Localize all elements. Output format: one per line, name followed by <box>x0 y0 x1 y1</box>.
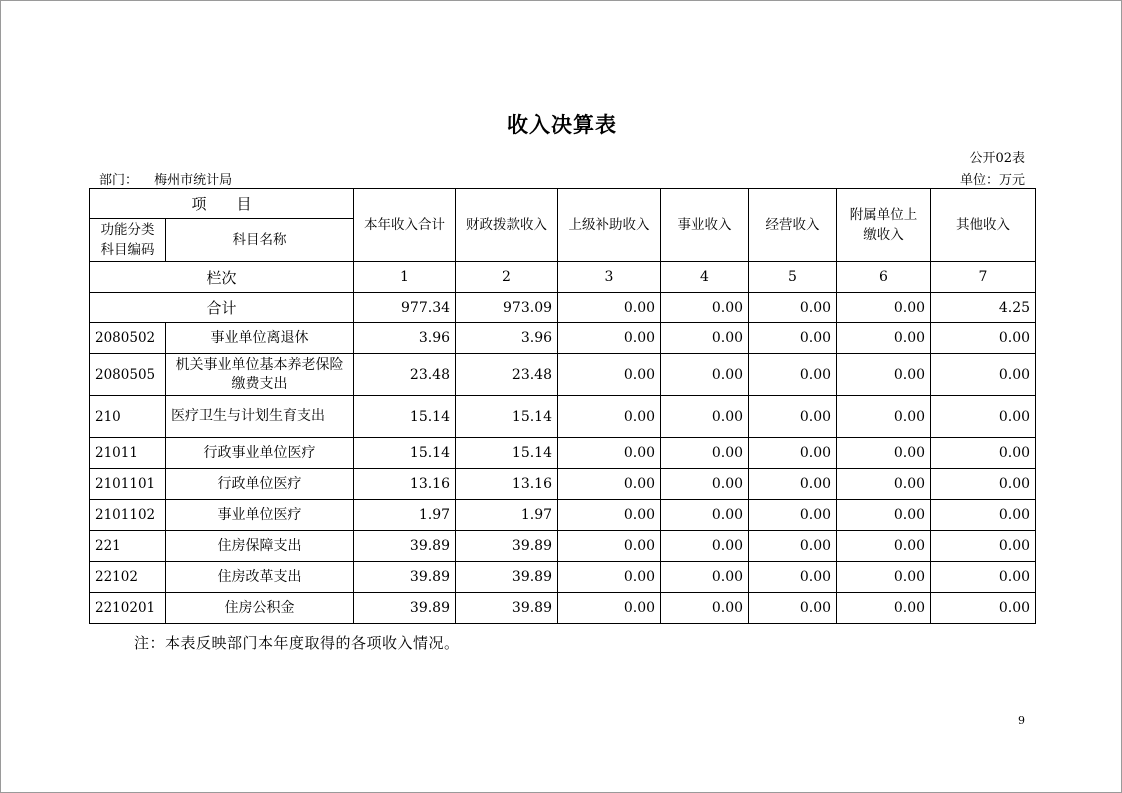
amount-cell: 0.00 <box>837 438 931 469</box>
total-label: 合计 <box>90 293 354 323</box>
subject-code: 21011 <box>90 438 166 469</box>
amount-cell: 13.16 <box>354 469 456 500</box>
amount-cell: 3.96 <box>456 323 558 354</box>
subject-code: 2080505 <box>90 354 166 396</box>
total-value: 977.34 <box>354 293 456 323</box>
amount-cell: 0.00 <box>558 500 661 531</box>
total-value: 0.00 <box>558 293 661 323</box>
amount-cell: 0.00 <box>749 593 837 624</box>
department-label: 部门： <box>99 173 139 188</box>
department-name: 梅州市统计局 <box>154 173 233 188</box>
amount-cell: 0.00 <box>661 593 749 624</box>
form-number: 公开02表 <box>969 151 1025 166</box>
amount-cell: 0.00 <box>837 469 931 500</box>
subject-name: 住房公积金 <box>166 593 354 624</box>
total-row <box>90 293 1036 323</box>
subject-code: 2101102 <box>90 500 166 531</box>
column-index-row <box>90 262 1036 293</box>
subject-code: 2101101 <box>90 469 166 500</box>
amount-cell: 15.14 <box>456 438 558 469</box>
amount-cell: 15.14 <box>456 396 558 438</box>
amount-cell: 0.00 <box>558 531 661 562</box>
amount-cell: 0.00 <box>661 531 749 562</box>
amount-cell: 0.00 <box>837 500 931 531</box>
col-header-3: 上级补助收入 <box>558 189 661 262</box>
table-row <box>90 354 1036 396</box>
total-value: 0.00 <box>837 293 931 323</box>
amount-cell: 0.00 <box>558 593 661 624</box>
unit-label: 单位：万元 <box>959 173 1025 188</box>
amount-cell: 3.96 <box>354 323 456 354</box>
amount-cell: 0.00 <box>931 593 1036 624</box>
subject-name: 住房保障支出 <box>166 531 354 562</box>
column-index: 5 <box>749 262 837 293</box>
amount-cell: 0.00 <box>837 593 931 624</box>
table-row <box>90 438 1036 469</box>
col-header-4: 事业收入 <box>661 189 749 262</box>
subject-name: 医疗卫生与计划生育支出 <box>166 396 354 438</box>
item-header: 项 目 <box>90 189 354 219</box>
page-title: 收入决算表 <box>507 112 617 137</box>
col-header-1: 本年收入合计 <box>354 189 456 262</box>
department-line <box>99 169 232 188</box>
amount-cell: 15.14 <box>354 396 456 438</box>
subject-name: 事业单位离退休 <box>166 323 354 354</box>
amount-cell: 0.00 <box>558 323 661 354</box>
amount-cell: 0.00 <box>749 438 837 469</box>
col-header-7: 其他收入 <box>931 189 1036 262</box>
amount-cell: 0.00 <box>749 531 837 562</box>
col-header-6: 附属单位上缴收入 <box>837 189 931 262</box>
table-row <box>90 593 1036 624</box>
amount-cell: 0.00 <box>558 438 661 469</box>
col-header-5: 经营收入 <box>749 189 837 262</box>
subject-code: 210 <box>90 396 166 438</box>
column-index: 7 <box>931 262 1036 293</box>
amount-cell: 0.00 <box>931 500 1036 531</box>
amount-cell: 0.00 <box>931 531 1036 562</box>
amount-cell: 0.00 <box>558 396 661 438</box>
subject-name: 行政事业单位医疗 <box>166 438 354 469</box>
amount-cell: 0.00 <box>837 562 931 593</box>
amount-cell: 39.89 <box>456 593 558 624</box>
amount-cell: 39.89 <box>456 531 558 562</box>
table-row <box>90 469 1036 500</box>
amount-cell: 0.00 <box>749 323 837 354</box>
page-number: 9 <box>1018 714 1025 727</box>
amount-cell: 39.89 <box>354 531 456 562</box>
amount-cell: 0.00 <box>661 469 749 500</box>
column-index: 1 <box>354 262 456 293</box>
column-index: 2 <box>456 262 558 293</box>
table-row <box>90 562 1036 593</box>
amount-cell: 0.00 <box>837 396 931 438</box>
table-note: 注：本表反映部门本年度取得的各项收入情况。 <box>134 634 460 652</box>
amount-cell: 0.00 <box>931 562 1036 593</box>
amount-cell: 0.00 <box>931 323 1036 354</box>
column-index-label: 栏次 <box>90 262 354 293</box>
amount-cell: 0.00 <box>931 396 1036 438</box>
subject-code: 2210201 <box>90 593 166 624</box>
amount-cell: 0.00 <box>749 562 837 593</box>
amount-cell: 0.00 <box>837 323 931 354</box>
amount-cell: 0.00 <box>661 396 749 438</box>
total-value: 973.09 <box>456 293 558 323</box>
income-table <box>89 188 1036 624</box>
amount-cell: 0.00 <box>837 531 931 562</box>
amount-cell: 15.14 <box>354 438 456 469</box>
column-index: 4 <box>661 262 749 293</box>
table-row <box>90 323 1036 354</box>
amount-cell: 1.97 <box>456 500 558 531</box>
amount-cell: 0.00 <box>661 500 749 531</box>
total-value: 0.00 <box>661 293 749 323</box>
amount-cell: 0.00 <box>558 469 661 500</box>
amount-cell: 39.89 <box>354 593 456 624</box>
table-row <box>90 396 1036 438</box>
amount-cell: 0.00 <box>558 354 661 396</box>
amount-cell: 13.16 <box>456 469 558 500</box>
func-code-header: 功能分类科目编码 <box>90 219 166 262</box>
table-row <box>90 500 1036 531</box>
amount-cell: 0.00 <box>749 354 837 396</box>
amount-cell: 0.00 <box>749 396 837 438</box>
subject-name: 事业单位医疗 <box>166 500 354 531</box>
subject-name: 机关事业单位基本养老保险缴费支出 <box>166 354 354 396</box>
amount-cell: 1.97 <box>354 500 456 531</box>
amount-cell: 39.89 <box>354 562 456 593</box>
column-index: 3 <box>558 262 661 293</box>
amount-cell: 0.00 <box>661 323 749 354</box>
amount-cell: 0.00 <box>837 354 931 396</box>
total-value: 0.00 <box>749 293 837 323</box>
amount-cell: 0.00 <box>661 354 749 396</box>
subject-code: 2080502 <box>90 323 166 354</box>
table-row <box>90 531 1036 562</box>
total-value: 4.25 <box>931 293 1036 323</box>
amount-cell: 0.00 <box>661 562 749 593</box>
table-body <box>90 323 1036 624</box>
amount-cell: 23.48 <box>354 354 456 396</box>
amount-cell: 0.00 <box>931 438 1036 469</box>
subject-code: 22102 <box>90 562 166 593</box>
subject-code: 221 <box>90 531 166 562</box>
amount-cell: 0.00 <box>661 438 749 469</box>
subject-name: 住房改革支出 <box>166 562 354 593</box>
amount-cell: 0.00 <box>931 469 1036 500</box>
table-header <box>90 189 1036 323</box>
subject-name-header: 科目名称 <box>166 219 354 262</box>
amount-cell: 23.48 <box>456 354 558 396</box>
amount-cell: 39.89 <box>456 562 558 593</box>
amount-cell: 0.00 <box>558 562 661 593</box>
amount-cell: 0.00 <box>749 500 837 531</box>
column-index: 6 <box>837 262 931 293</box>
amount-cell: 0.00 <box>749 469 837 500</box>
col-header-2: 财政拨款收入 <box>456 189 558 262</box>
subject-name: 行政单位医疗 <box>166 469 354 500</box>
amount-cell: 0.00 <box>931 354 1036 396</box>
